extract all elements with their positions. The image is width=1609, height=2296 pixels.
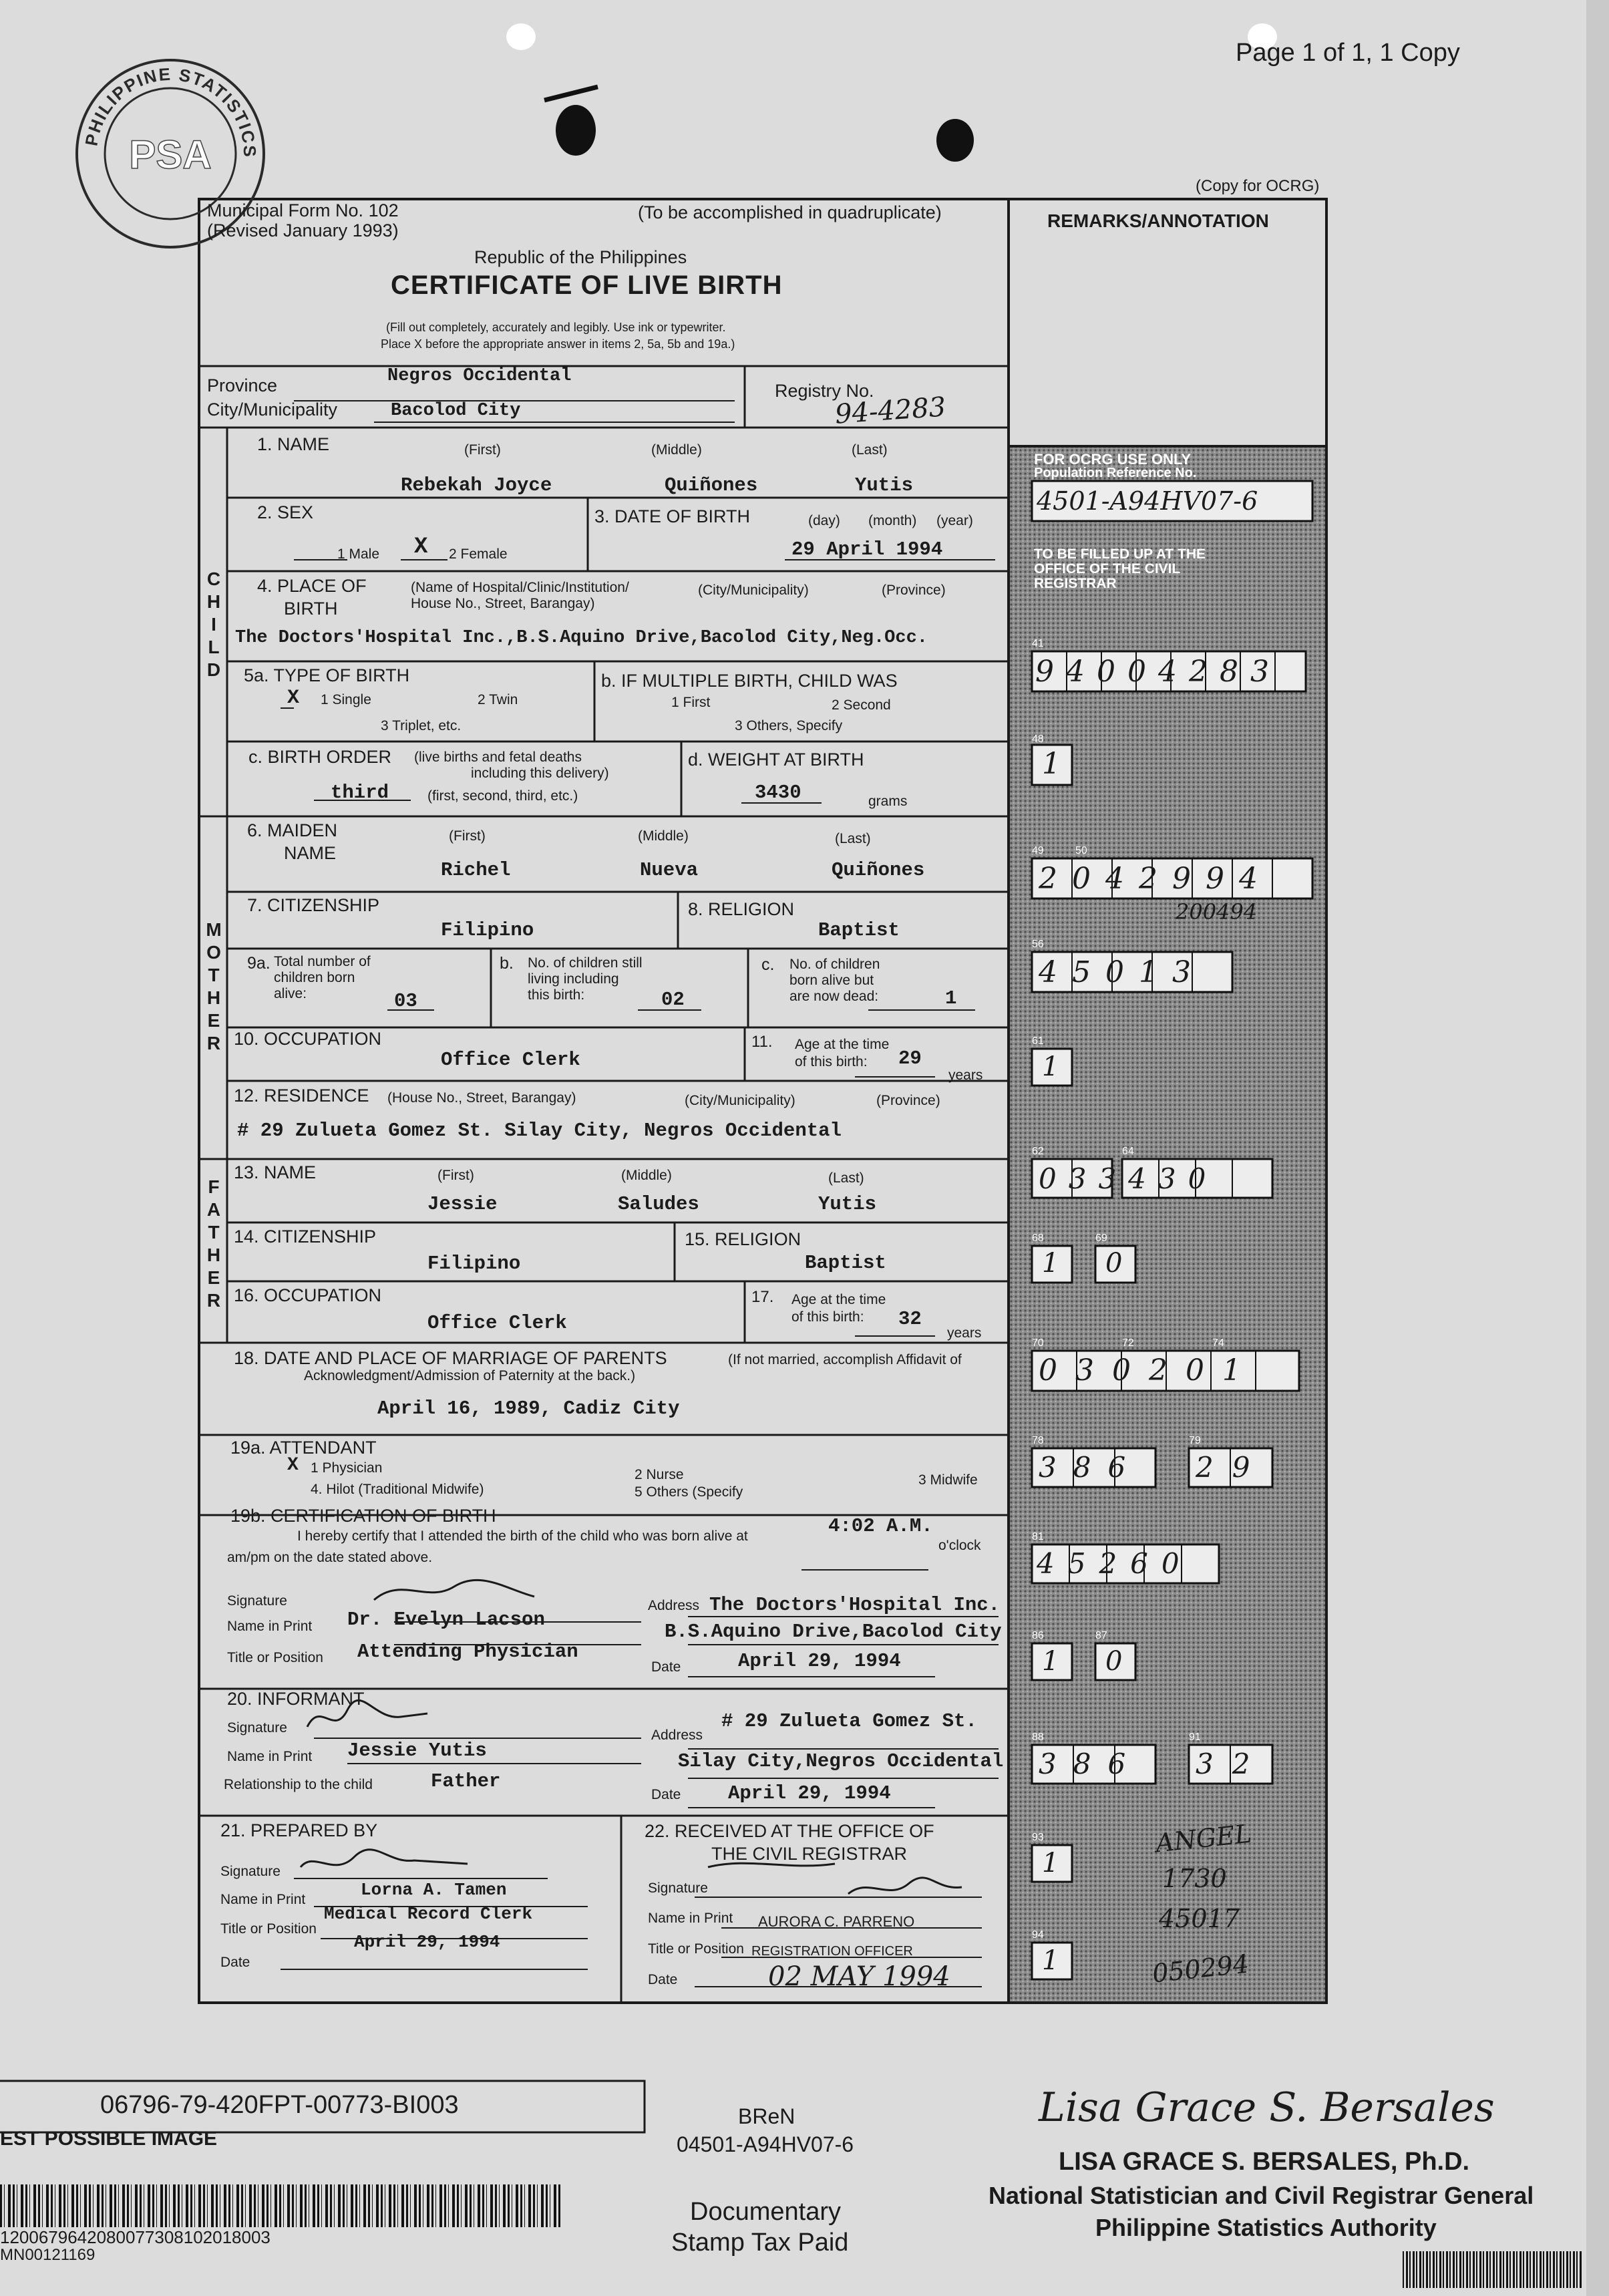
attendant-midwife: 3 Midwife (918, 1472, 978, 1488)
certification-label: 19b. CERTIFICATION OF BIRTH (230, 1506, 496, 1526)
mother-citizenship-label: 7. CITIZENSHIP (247, 895, 380, 915)
physician-date-label: Date (651, 1659, 681, 1675)
ocrg-box-86: 1 (1042, 1646, 1059, 1677)
ocrg-handwritten-4: 050294 (1151, 1949, 1250, 1989)
attendant-physician: 1 Physician (311, 1460, 383, 1476)
dead-label-2: No. of children (789, 957, 880, 972)
ocrg-box-93: 1 (1042, 1848, 1059, 1878)
stamp-tax-line-1: Documentary (690, 2198, 841, 2226)
ocrg-box-61: 1 (1042, 1051, 1059, 1082)
ocrg-box-49: 2042994 (1039, 862, 1272, 896)
father-age-value: 32 (898, 1308, 922, 1330)
preparer-title: Medical Record Clerk (324, 1904, 533, 1924)
multiple-others: 3 Others, Specify (735, 718, 843, 733)
birth-type-label: 5a. TYPE OF BIRTH (244, 665, 410, 685)
barcode-text-2: MN00121169 (0, 2246, 96, 2264)
official-title-2: Philippine Statistics Authority (1095, 2214, 1437, 2241)
place-of-birth-value: The Doctors'Hospital Inc.,B.S.Aquino Drive,Bacolod City,Neg.Occ. (235, 628, 928, 648)
page-info: Page 1 of 1, 1 Copy (1236, 39, 1460, 67)
weight-unit: grams (868, 794, 908, 809)
ocrg-box-81: 45260 (1037, 1547, 1193, 1580)
dob-year-label: (year) (936, 513, 973, 528)
living-value: 02 (661, 989, 685, 1011)
father-citizenship: Filipino (427, 1253, 521, 1275)
father-first-label: (First) (437, 1168, 474, 1183)
mother-first-label: (First) (449, 828, 486, 844)
ocrg-box-68: 1 (1042, 1248, 1059, 1279)
living-label-1: b. (500, 954, 514, 973)
ocrg-num: 49 (1032, 845, 1044, 856)
attendant-label: 19a. ATTENDANT (230, 1438, 377, 1458)
ocrg-box-56: 45013 (1039, 955, 1206, 989)
father-age-unit: years (947, 1325, 982, 1341)
father-citizenship-label: 14. CITIZENSHIP (234, 1226, 377, 1247)
ocrg-num: 41 (1032, 638, 1044, 649)
birth-order-value: third (331, 782, 389, 804)
bren-label: BReN (738, 2104, 795, 2128)
registrar-signature-label: Signature (648, 1880, 708, 1896)
section-mother-label: MOTHER (206, 919, 222, 1053)
received-label-1: 22. RECEIVED AT THE OFFICE OF (645, 1821, 934, 1841)
child-first-name: Rebekah Joyce (401, 474, 552, 496)
physician-address-2: B.S.Aquino Drive,Bacolod City (665, 1621, 1002, 1643)
ocrg-box-69: 0 (1105, 1248, 1123, 1279)
instruction-line-1: (Fill out completely, accurately and legibly. Use ink or typewriter. (386, 321, 726, 334)
certificate-title: CERTIFICATE OF LIVE BIRTH (391, 271, 783, 300)
weight-value: 3430 (755, 782, 801, 804)
informant-address-2: Silay City,Negros Occidental (678, 1750, 1004, 1772)
informant-date-label: Date (651, 1787, 681, 1802)
mother-age-unit: years (948, 1068, 983, 1083)
ocrg-num: 72 (1122, 1337, 1134, 1349)
punch-hole (506, 23, 536, 50)
ocrg-num: 78 (1032, 1435, 1044, 1446)
physician-address-1: The Doctors'Hospital Inc. (709, 1594, 1001, 1616)
sex-label: 2. SEX (257, 502, 314, 522)
birth-order-hint-2: including this delivery) (471, 766, 609, 781)
registrar-date-label: Date (648, 1972, 678, 1987)
ocrg-num: 81 (1032, 1531, 1044, 1542)
official-name: LISA GRACE S. BERSALES, Ph.D. (1059, 2148, 1470, 2176)
ocrg-num: 79 (1189, 1435, 1201, 1446)
physician-signature (374, 1580, 534, 1600)
preparer-date-label: Date (220, 1955, 250, 1970)
preparer-name-label: Name in Print (220, 1892, 306, 1907)
mother-last-name: Quiñones (832, 859, 925, 881)
ocrg-num: 56 (1032, 939, 1044, 950)
father-first-name: Jessie (427, 1193, 498, 1215)
multiple-second: 2 Second (832, 697, 891, 713)
ocrg-box-62: 033430 (1039, 1162, 1218, 1195)
official-title-1: National Statistician and Civil Registrar General (989, 2182, 1534, 2209)
ocrg-handwritten-2: 1730 (1162, 1864, 1227, 1893)
mother-middle-name: Nueva (640, 859, 699, 881)
official-signature: Lisa Grace S. Bersales (1039, 2084, 1495, 2131)
population-reference-label: Population Reference No. (1034, 466, 1197, 480)
ocrg-box-91: 32 (1196, 1748, 1269, 1780)
father-last-name: Yutis (818, 1193, 877, 1215)
physician-address-label: Address (648, 1598, 700, 1613)
barcode-text: 1200679642080077308102018003 (0, 2227, 271, 2247)
weight-label: d. WEIGHT AT BIRTH (688, 750, 864, 770)
republic-label: Republic of the Philippines (474, 247, 687, 267)
child-last-name: Yutis (855, 474, 914, 496)
child-first-label: (First) (464, 442, 501, 458)
residence-city-hint: (City/Municipality) (685, 1093, 795, 1108)
birth-type-single: 1 Single (321, 692, 371, 707)
population-reference-value: 4501-A94HV07-6 (1037, 486, 1258, 516)
ocrg-box-94: 1 (1042, 1945, 1059, 1976)
ocrg-box-88: 386 (1039, 1748, 1143, 1780)
registrar-date: 02 MAY 1994 (768, 1961, 950, 1992)
barcode (0, 2184, 561, 2227)
ocrg-num: 50 (1075, 845, 1087, 856)
registrar-title: REGISTRATION OFFICER (751, 1944, 913, 1959)
father-religion: Baptist (805, 1252, 886, 1274)
certification-text-2: am/pm on the date stated above. (227, 1550, 433, 1565)
dead-label-4: are now dead: (789, 989, 879, 1004)
dead-value: 1 (945, 987, 957, 1009)
dob-value: 29 April 1994 (791, 538, 943, 560)
barcode-small (1403, 2251, 1583, 2288)
living-label-3: living including (528, 971, 619, 987)
mother-citizenship: Filipino (441, 919, 534, 941)
province-value: Negros Occidental (387, 366, 572, 386)
ink-blot (556, 105, 596, 156)
preparer-title-label: Title or Position (220, 1921, 317, 1937)
dob-label: 3. DATE OF BIRTH (594, 506, 751, 526)
preparer-date: April 29, 1994 (354, 1932, 500, 1952)
marriage-hint: (If not married, accomplish Affidavit of (728, 1352, 962, 1367)
mother-first-name: Richel (441, 859, 511, 881)
place-hint-1: (Name of Hospital/Clinic/Institution/ (411, 580, 629, 595)
total-born-label-2: Total number of (274, 954, 371, 969)
place-of-birth-label-2: BIRTH (284, 599, 338, 619)
best-possible-image: EST POSSIBLE IMAGE (0, 2128, 218, 2150)
stamp-tax-line-2: Stamp Tax Paid (671, 2229, 849, 2257)
informant-address-label: Address (651, 1728, 703, 1743)
mother-age-label-3: of this birth: (795, 1054, 868, 1070)
section-child-label: CHILD (206, 568, 221, 680)
certification-time: 4:02 A.M. (828, 1515, 933, 1537)
ocrg-num: 86 (1032, 1630, 1044, 1641)
birth-order-hint-3: (first, second, third, etc.) (427, 788, 578, 804)
prepared-by-label: 21. PREPARED BY (220, 1820, 378, 1840)
attendant-nurse: 2 Nurse (635, 1467, 684, 1482)
living-label-4: this birth: (528, 987, 585, 1003)
attendant-hilot: 4. Hilot (Traditional Midwife) (311, 1482, 484, 1497)
birth-order-hint-1: (live births and fetal deaths (414, 750, 582, 765)
ocrg-handwritten-5: ANGEL (1154, 1818, 1253, 1858)
mother-occupation-label: 10. OCCUPATION (234, 1029, 382, 1049)
ocrg-num: 93 (1032, 1832, 1044, 1843)
remarks-title: REMARKS/ANNOTATION (1047, 210, 1269, 231)
sex-mark: X (414, 534, 428, 560)
mother-occupation: Office Clerk (441, 1049, 580, 1071)
multiple-birth-label: b. IF MULTIPLE BIRTH, CHILD WAS (601, 671, 898, 691)
ocrg-box-41: 94004283 (1035, 655, 1281, 689)
certification-oclock: o'clock (938, 1538, 981, 1553)
registrar-signature (848, 1878, 962, 1894)
registry-label: Registry No. (775, 381, 874, 401)
marriage-value: April 16, 1989, Cadiz City (377, 1398, 680, 1420)
preparer-signature (301, 1850, 468, 1867)
physician-name-label: Name in Print (227, 1619, 313, 1634)
father-occupation: Office Clerk (427, 1312, 567, 1334)
father-middle-name: Saludes (618, 1193, 699, 1215)
residence-hint: (House No., Street, Barangay) (387, 1090, 576, 1106)
mother-age-label-2: Age at the time (795, 1037, 890, 1052)
residence-value: # 29 Zulueta Gomez St. Silay City, Negros Occidental (237, 1120, 842, 1142)
informant-name: Jessie Yutis (347, 1740, 487, 1762)
seal-abbr: PSA (129, 132, 212, 177)
living-label-2: No. of children still (528, 955, 643, 971)
filled-up-label-1: TO BE FILLED UP AT THE (1034, 546, 1206, 562)
attendant-others: 5 Others (Specify (635, 1484, 743, 1500)
registry-value: 94-4283 (834, 391, 947, 430)
mother-last-label: (Last) (835, 831, 871, 846)
marriage-hint-2: Acknowledgment/Admission of Paternity at the back.) (304, 1368, 636, 1383)
father-name-label: 13. NAME (234, 1162, 317, 1182)
registrar-name: AURORA C. PARRENO (758, 1913, 915, 1930)
total-born-label-1: 9a. (247, 954, 271, 973)
dob-month-label: (month) (868, 513, 917, 528)
marriage-label: 18. DATE AND PLACE OF MARRIAGE OF PARENTS (234, 1348, 667, 1368)
birth-type-twin: 2 Twin (478, 692, 518, 707)
child-middle-label: (Middle) (651, 442, 702, 458)
ocrg-num: 64 (1122, 1146, 1134, 1157)
registrar-name-label: Name in Print (648, 1911, 733, 1926)
bren-value: 04501-A94HV07-6 (677, 2132, 854, 2156)
ocrg-num: 74 (1212, 1337, 1224, 1349)
instruction-line-2: Place X before the appropriate answer in items 2, 5a, 5b and 19a.) (381, 337, 735, 351)
mother-religion-label: 8. RELIGION (688, 899, 795, 919)
father-age-label-2: Age at the time (791, 1292, 886, 1307)
informant-address-1: # 29 Zulueta Gomez St. (721, 1710, 977, 1732)
physician-name: Dr. Evelyn Lacson (347, 1609, 545, 1631)
dead-label-1: c. (761, 955, 775, 974)
ocrg-num: 61 (1032, 1035, 1044, 1047)
father-last-label: (Last) (828, 1170, 864, 1186)
ocrg-num: 87 (1095, 1630, 1107, 1641)
filled-up-label-3: REGISTRAR (1034, 576, 1117, 591)
received-label-2: THE CIVIL REGISTRAR (711, 1844, 908, 1864)
informant-relationship-label: Relationship to the child (224, 1777, 373, 1792)
informant-relationship: Father (431, 1770, 501, 1792)
total-born-label-4: alive: (274, 986, 307, 1001)
informant-signature-label: Signature (227, 1720, 287, 1736)
mother-age-label-1: 11. (751, 1033, 773, 1051)
sex-female-option: 2 Female (449, 546, 508, 562)
ocrg-num: 88 (1032, 1732, 1044, 1743)
ink-blot (936, 119, 974, 162)
quadruplicate-note: (To be accomplished in quadruplicate) (638, 202, 942, 222)
ocrg-box-78: 386 (1039, 1451, 1143, 1484)
total-born-label-3: children born (274, 970, 355, 985)
birth-type-triplet: 3 Triplet, etc. (381, 718, 462, 733)
city-label: City/Municipality (207, 399, 338, 420)
ocrg-num: 91 (1189, 1732, 1201, 1743)
ocrg-num: 48 (1032, 733, 1044, 745)
preparer-signature-label: Signature (220, 1864, 281, 1879)
total-born-value: 03 (394, 990, 417, 1012)
child-name-label: 1. NAME (257, 434, 330, 454)
mother-middle-label: (Middle) (638, 828, 689, 844)
residence-label: 12. RESIDENCE (234, 1086, 369, 1106)
informant-name-label: Name in Print (227, 1749, 313, 1764)
ocrg-box-79: 29 (1196, 1451, 1269, 1484)
father-age-label-3: of this birth: (791, 1309, 864, 1325)
birth-order-label: c. BIRTH ORDER (248, 747, 392, 767)
place-city-hint: (City/Municipality) (698, 583, 809, 598)
province-label: Province (207, 375, 278, 395)
place-hint-2: House No., Street, Barangay) (411, 596, 595, 611)
place-of-birth-label-1: 4. PLACE OF (257, 576, 367, 596)
sex-male-option: 1 Male (337, 546, 380, 562)
ocrg-num: 68 (1032, 1233, 1044, 1244)
ocrg-use-only: FOR OCRG USE ONLY (1034, 451, 1192, 468)
child-middle-name: Quiñones (665, 474, 758, 496)
physician-signature-label: Signature (227, 1593, 287, 1609)
residence-province-hint: (Province) (876, 1093, 940, 1108)
informant-label: 20. INFORMANT (227, 1689, 365, 1709)
city-value: Bacolod City (391, 401, 521, 421)
registrar-title-label: Title or Position (648, 1941, 744, 1957)
ocrg-box-87: 0 (1105, 1646, 1123, 1677)
physician-date: April 29, 1994 (738, 1650, 901, 1672)
mother-name-label-1: 6. MAIDEN (247, 820, 338, 840)
ocrg-num: 70 (1032, 1337, 1044, 1349)
preparer-name: Lorna A. Tamen (361, 1880, 507, 1900)
ocrg-handwritten-1: 200494 (1176, 899, 1258, 925)
father-religion-label: 15. RELIGION (685, 1229, 801, 1249)
mother-religion: Baptist (818, 919, 900, 941)
physician-title: Attending Physician (357, 1641, 578, 1663)
filled-up-label-2: OFFICE OF THE CIVIL (1034, 561, 1181, 577)
ocrg-box-48: 1 (1042, 747, 1061, 781)
father-age-label-1: 17. (751, 1288, 774, 1306)
seal-ring-text: PHILIPPINE STATISTICS (81, 63, 260, 159)
form-number: Municipal Form No. 102 (207, 200, 399, 220)
copy-for-ocrg: (Copy for OCRG) (1196, 177, 1320, 195)
place-province-hint: (Province) (882, 583, 946, 598)
father-occupation-label: 16. OCCUPATION (234, 1285, 382, 1305)
form-revised: (Revised January 1993) (207, 220, 399, 240)
certification-text-1: I hereby certify that I attended the birth of the child who was born alive at (297, 1528, 748, 1544)
dob-day-label: (day) (808, 513, 840, 528)
mother-name-label-2: NAME (284, 843, 337, 863)
multiple-first: 1 First (671, 695, 711, 710)
birth-type-mark: X (287, 687, 300, 709)
ocrg-num: 69 (1095, 1233, 1107, 1244)
mother-age-value: 29 (898, 1047, 922, 1070)
ocrg-box-70: 030201 (1039, 1353, 1259, 1387)
dead-label-3: born alive but (789, 973, 874, 988)
physician-title-label: Title or Position (227, 1650, 323, 1665)
father-middle-label: (Middle) (621, 1168, 672, 1183)
document-code: 06796-79-420FPT-00773-BI003 (100, 2091, 459, 2119)
informant-date: April 29, 1994 (728, 1782, 891, 1804)
child-last-label: (Last) (852, 442, 888, 458)
ocrg-handwritten-3: 45017 (1159, 1904, 1240, 1933)
ocrg-num: 62 (1032, 1146, 1044, 1157)
ocrg-num: 94 (1032, 1929, 1044, 1941)
section-father-label: FATHER (206, 1176, 221, 1311)
attendant-mark: X (287, 1455, 299, 1476)
